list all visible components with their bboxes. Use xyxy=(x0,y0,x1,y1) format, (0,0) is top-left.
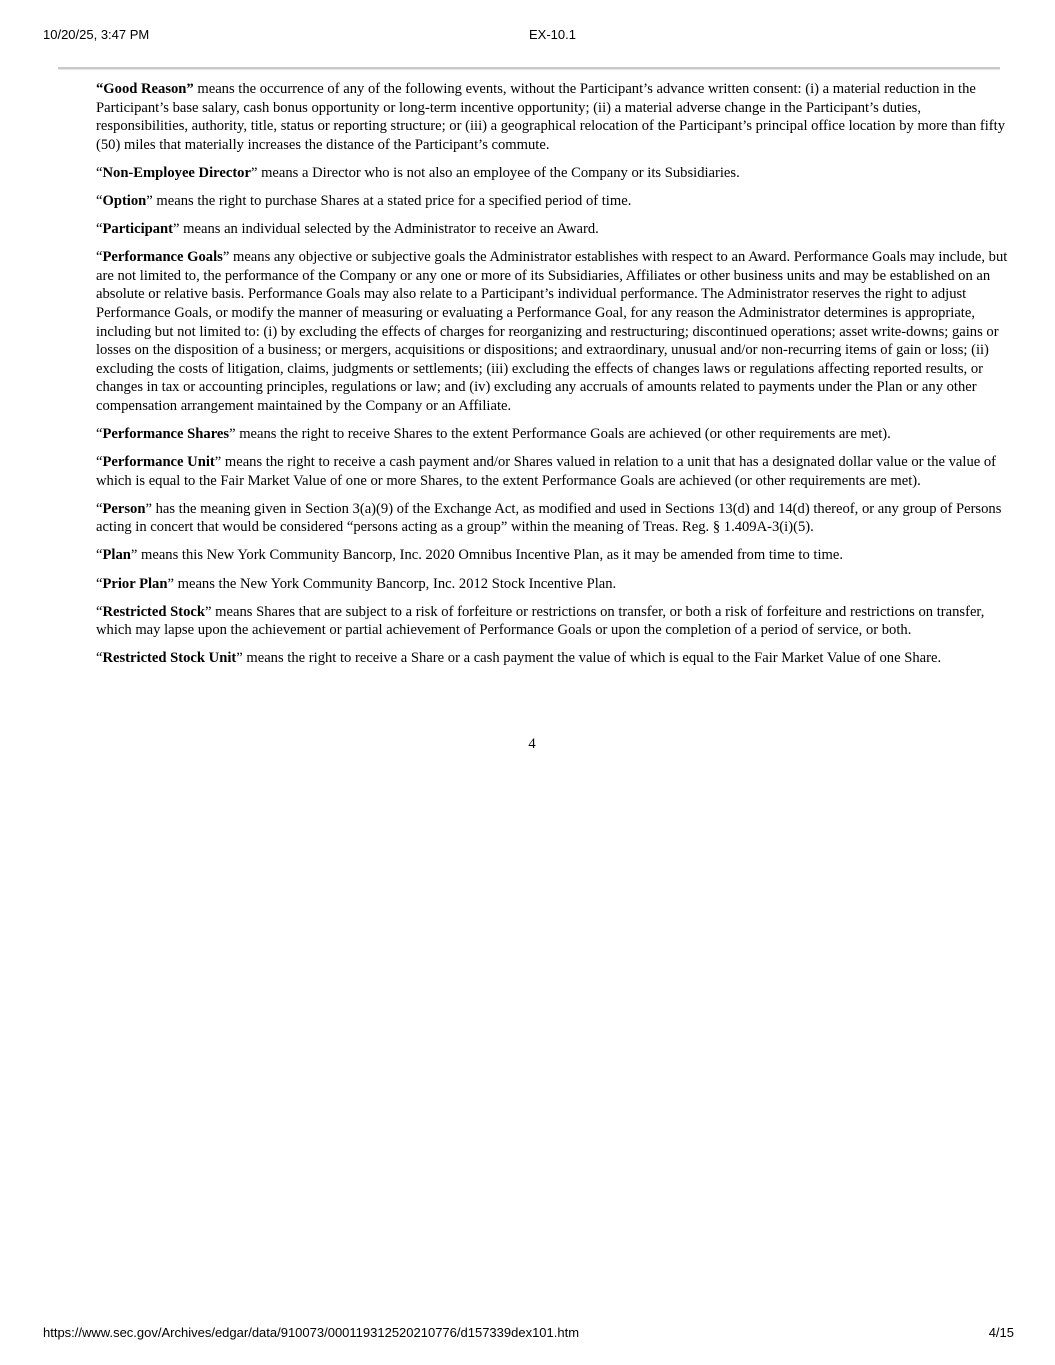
header-divider xyxy=(58,67,1000,70)
definitions-body xyxy=(96,80,1010,677)
definition-text: ” means Shares that are subject to a risk of forfeiture or restrictions on transfer, or both a risk of forfeiture and restrictions on transfer, which may lapse upon the achievement or partial achievement of Performance Goals or upon the completion of a period of service, or both. xyxy=(96,603,985,639)
definition-prior-plan xyxy=(96,575,1010,594)
quote-mark: “ xyxy=(96,426,103,442)
defined-term: Person xyxy=(102,500,146,517)
defined-term: Restricted Stock xyxy=(102,603,206,620)
quote-mark: “ xyxy=(96,575,103,592)
quote-mark: “ xyxy=(96,249,103,266)
defined-term: Non-Employee Director xyxy=(102,164,251,181)
definition-good-reason xyxy=(96,80,1010,154)
quote-mark: “ xyxy=(96,547,103,564)
source-url: https://www.sec.gov/Archives/edgar/data/910073/000119312520210776/d157339dex101.htm xyxy=(43,1325,580,1340)
document-title: EX-10.1 xyxy=(529,27,576,42)
defined-term: Prior Plan xyxy=(102,575,168,592)
definition-text: means the occurrence of any of the following events, without the Participant’s advance written consent: (i) a material reduction in the Participant’s base salary, cash bonus opportunity or long-term incentive opportunity; (ii) a material adverse change in the Participant’s duties, responsibilities, authority, title, status or reporting structure; or (iii) a geographical relocation of the Participant’s principal office location by more than fifty (50) miles that materially increases the distance of the Participant’s commute. xyxy=(96,81,1006,153)
defined-term: Option xyxy=(102,192,147,209)
definition-option xyxy=(96,192,1010,211)
definition-performance-shares xyxy=(96,425,1010,444)
definition-text: ” means the right to receive Shares to the extent Performance Goals are achieved (or other requirements are met). xyxy=(229,426,891,442)
page-count: 4/15 xyxy=(988,1325,1014,1340)
definition-person xyxy=(96,500,1010,537)
definition-text: ” means the right to receive a Share or a cash payment the value of which is equal to the Fair Market Value of one Share. xyxy=(236,650,942,667)
print-footer xyxy=(0,1325,1055,1341)
defined-term: Performance Unit xyxy=(102,454,215,471)
defined-term: Performance Shares xyxy=(102,426,230,442)
quote-mark: “ xyxy=(96,454,103,471)
definition-text: ” has the meaning given in Section 3(a)(9) of the Exchange Act, as modified and used in Sections 13(d) and 14(d) thereof, or any group of Persons acting in concert that would be considered “persons acting as a group” within the meaning of Treas. Reg. § 1.409A-3(i)(5). xyxy=(96,500,1002,536)
definition-text: ” means the right to receive a cash payment and/or Shares valued in relation to a unit that has a designated dollar value or the value of which is equal to the Fair Market Value of one or more Shares, to the extent Performance Goals are achieved (or other requirements are met). xyxy=(96,454,997,489)
definition-text: ” means an individual selected by the Administrator to receive an Award. xyxy=(173,221,599,238)
defined-term: Plan xyxy=(102,547,131,564)
definition-plan xyxy=(96,546,1010,565)
print-datetime: 10/20/25, 3:47 PM xyxy=(43,27,150,42)
definition-restricted-stock-unit xyxy=(96,649,1010,668)
quote-mark: “ xyxy=(96,603,103,620)
definition-text: ” means the New York Community Bancorp, Inc. 2012 Stock Incentive Plan. xyxy=(167,575,617,592)
quote-mark: “ xyxy=(96,500,103,517)
defined-term: Restricted Stock Unit xyxy=(102,650,237,667)
definition-participant xyxy=(96,220,1010,239)
quote-mark: “ xyxy=(96,221,103,238)
defined-term: Performance Goals xyxy=(102,249,223,266)
definition-text: ” means any objective or subjective goals the Administrator establishes with respect to an Award. Performance Goals may include, but are not limited to, the performance of the Company or any one or more of its Subsidiaries, Affiliates or other business units and may be established on an absolute or relative basis. Performance Goals may also relate to a Participant’s individual performance. The Administrator reserves the right to adjust Performance Goals, or modify the manner of measuring or evaluating a Performance Goal, for any reason the Administrator determines is appropriate, including but not limited to: (i) by excluding the effects of charges for reorganizing and restructuring; discontinued operations; asset write-downs; gains or losses on the disposition of a business; or mergers, acquisitions or dispositions; and extraordinary, unusual and/or non-recurring items of gain or loss; (ii) excluding the costs of litigation, claims, judgments or settlements; (iii) excluding the effects of changes laws or regulations affecting reported results, or changes in tax or accounting principles, regulations or law; and (iv) excluding any accruals of amounts related to payments under the Plan or any other compensation arrangement maintained by the Company or an Affiliate. xyxy=(96,249,1008,414)
quote-mark: “ xyxy=(96,164,103,181)
definition-performance-unit xyxy=(96,453,1010,490)
definition-restricted-stock xyxy=(96,603,1010,640)
definition-text: ” means this New York Community Bancorp, Inc. 2020 Omnibus Incentive Plan, as it may be amended from time to time. xyxy=(130,547,844,564)
definition-performance-goals xyxy=(96,248,1010,415)
quote-mark: “ xyxy=(96,192,103,209)
print-header xyxy=(0,27,1055,43)
definition-text: ” means the right to purchase Shares at a stated price for a specified period of time. xyxy=(146,192,632,209)
quote-mark: “ xyxy=(96,650,103,667)
definition-text: ” means a Director who is not also an employee of the Company or its Subsidiaries. xyxy=(250,164,740,181)
page-number: 4 xyxy=(528,736,536,752)
definition-non-employee-director xyxy=(96,164,1010,183)
defined-term: “Good Reason” xyxy=(96,81,194,97)
defined-term: Participant xyxy=(102,221,174,238)
